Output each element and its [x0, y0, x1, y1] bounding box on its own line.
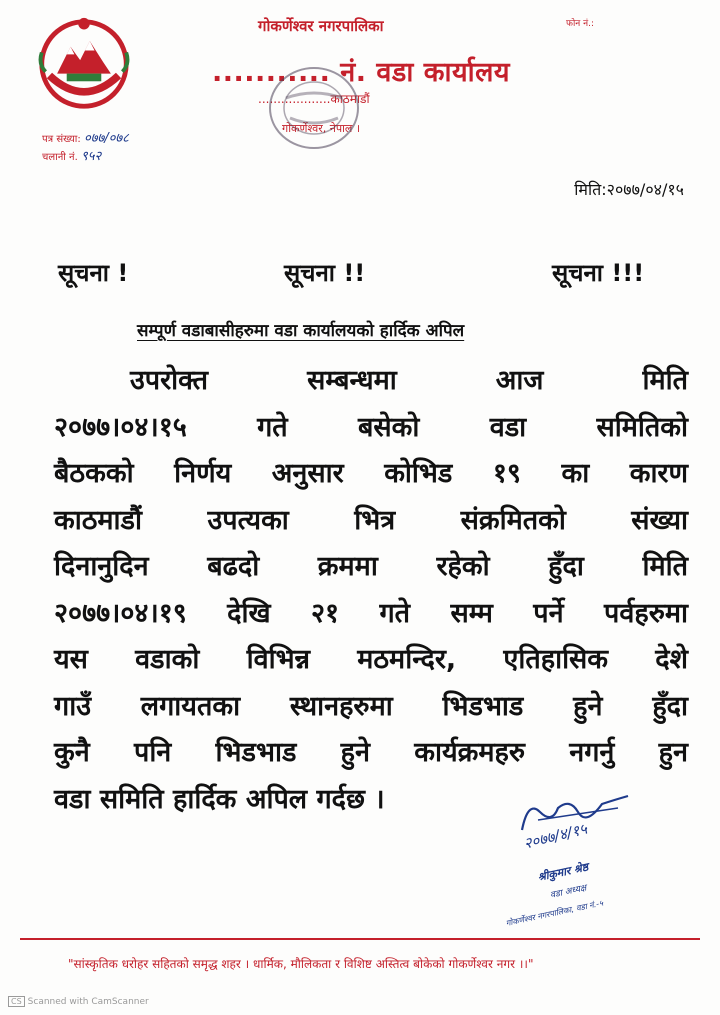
office-stamp-icon — [256, 58, 376, 158]
body-line: २०७७।०४।१५ गते बसेको वडा समितिको — [54, 411, 688, 443]
phone-label: फोन नं.: — [566, 19, 595, 29]
signatory-name: श्रीकुमार श्रेष्ठ — [536, 860, 590, 884]
body-line: काठमाडौं उपत्यका भित्र संक्रमितको संख्या — [54, 504, 688, 536]
camscanner-logo-icon: CS — [8, 996, 25, 1007]
reference-value: ०७७/०७८ — [83, 131, 129, 146]
notice-body — [54, 358, 688, 823]
signature-block — [505, 790, 692, 940]
footer-divider — [20, 938, 700, 940]
office-title: ........... नं. वडा कार्यालय — [212, 57, 511, 88]
body-line: कुनै पनि भिडभाड हुने कार्यक्रमहरु नगर्नु हुन — [54, 737, 688, 768]
body-line: बैठकको निर्णय अनुसार कोभिड १९ का कारण — [54, 458, 688, 489]
dispatch-value: ९५२ — [80, 149, 102, 164]
municipality-name: गोकर्णेश्वर नगरपालिका — [258, 17, 384, 35]
office-address: गोकर्णेश्वर, नेपाल । — [282, 122, 361, 135]
signatory-title: वडा अध्यक्ष — [549, 883, 588, 901]
notice-heading-2: सूचना !! — [284, 259, 366, 287]
dispatch-number — [42, 146, 101, 164]
letter-date: मिति:२०७७/०४/१५ — [574, 180, 684, 199]
scanner-watermark — [8, 996, 149, 1007]
office-city: ...................काठमाडौं — [258, 92, 370, 106]
body-line: वडा समिति हार्दिक अपिल गर्दछ । — [54, 783, 385, 815]
body-line: यस वडाको विभिन्न मठमन्दिर, एतिहासिक देशे — [54, 644, 688, 675]
body-line: गाउँ लगायतका स्थानहरुमा भिडभाड हुने हुँदा — [54, 690, 688, 722]
dispatch-label: चलानी नं. — [42, 152, 78, 163]
nepal-emblem-icon — [36, 16, 132, 112]
body-line: २०७७।०४।१९ देखि २१ गते सम्म पर्ने पर्वहरुमा — [54, 597, 688, 629]
reference-number — [42, 128, 129, 146]
reference-label: पत्र संख्या: — [42, 134, 81, 145]
body-line: दिनानुदिन बढदो क्रममा रहेको हुँदा मिति — [54, 551, 688, 582]
signature-date: २०७७/४/१५ — [521, 819, 589, 853]
scanner-text: Scanned with CamScanner — [27, 997, 149, 1007]
notice-heading-3: सूचना !!! — [552, 259, 645, 287]
notice-heading-1: सूचना ! — [58, 259, 129, 287]
notice-subject: सम्पूर्ण वडाबासीहरुमा वडा कार्यालयको हार्दिक अपिल — [137, 321, 465, 341]
footer-motto: "सांस्कृतिक धरोहर सहितको समृद्ध शहर । धार्मिक, मौलिकता र विशिष्ट अस्तित्व बोकेको गोकर्णेश्वर नगर ।।" — [68, 957, 534, 971]
signatory-office: गोकर्णेश्वर नगरपालिका, वडा नं.-५ — [505, 898, 604, 928]
body-line: उपरोक्त सम्बन्धमा आज मिति — [130, 365, 688, 396]
